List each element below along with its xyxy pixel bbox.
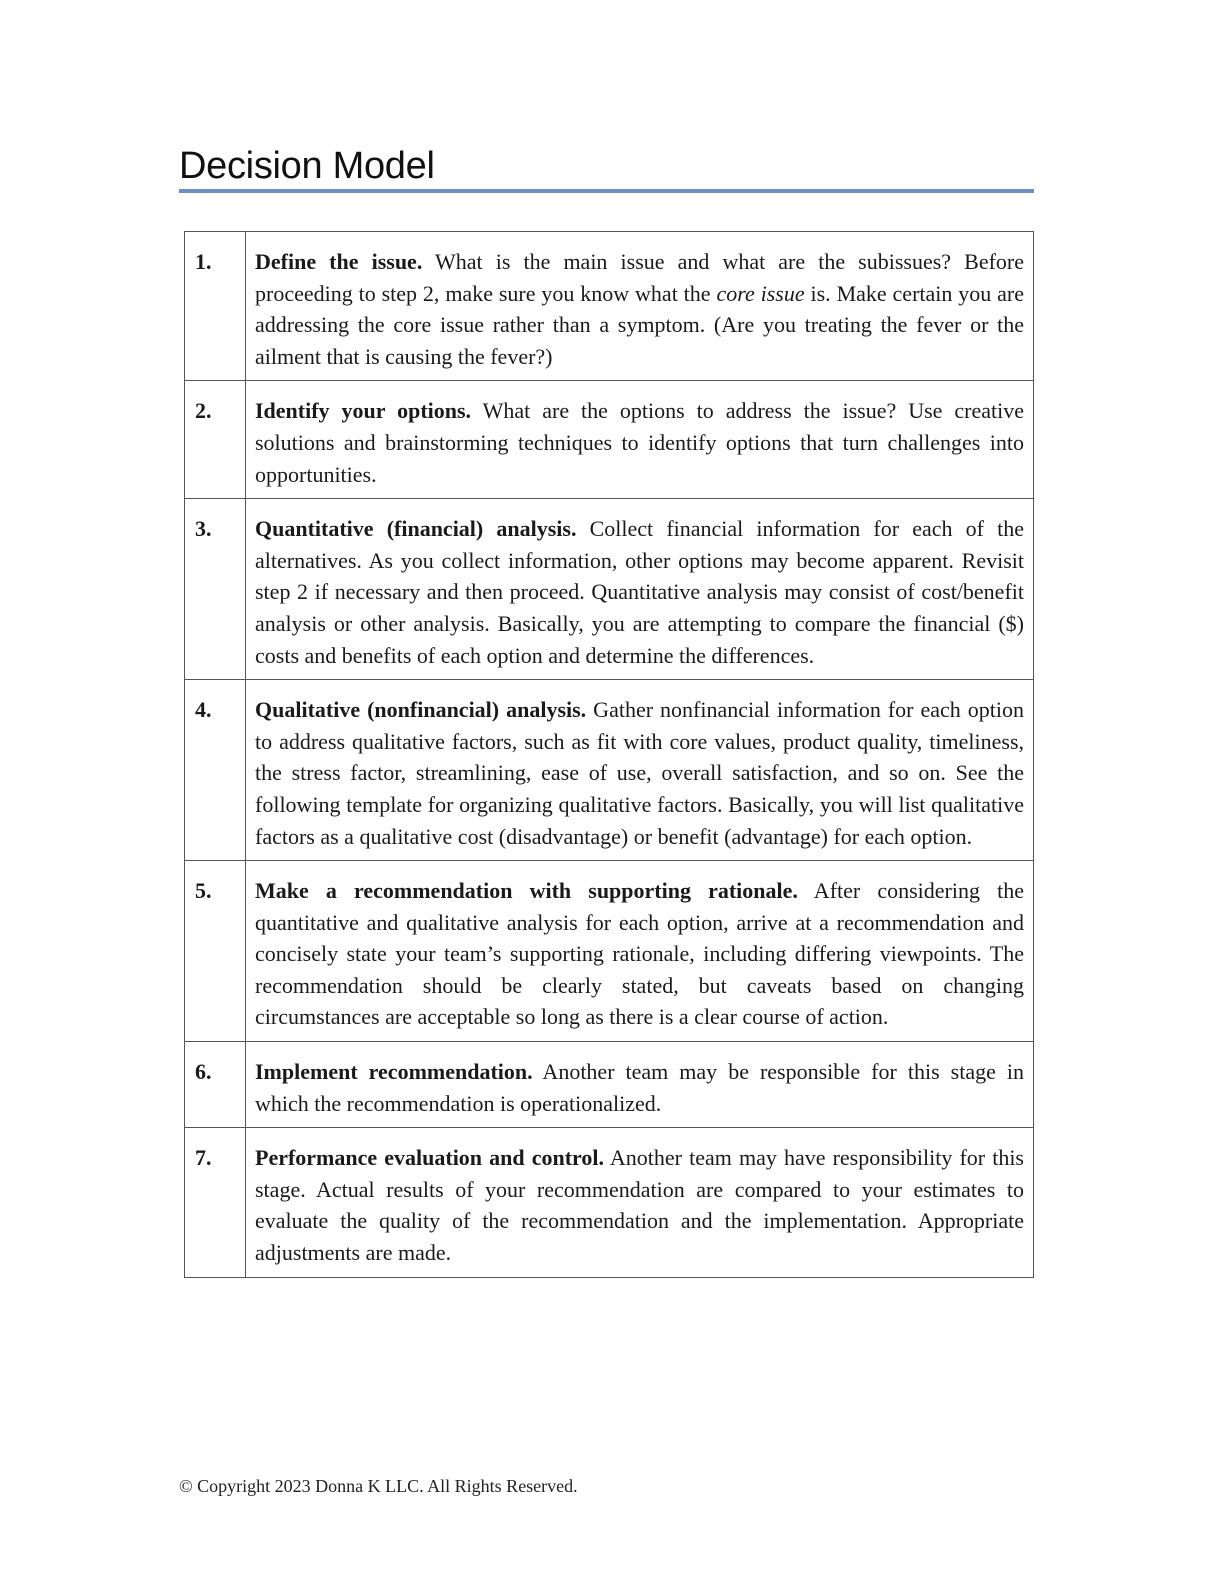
step-number: 3. [185,499,246,680]
step-row-2 [185,381,1034,499]
step-number: 7. [185,1128,246,1277]
step-body: Another team may be responsible for this stage in which the recommendation is operationalized. [255,1059,1024,1116]
step-body: What are the options to address the issue? Use creative solutions and brainstorming techniques to identify options that turn challenges into opportunities. [255,398,1024,487]
step-heading: Define the issue. [255,249,423,274]
step-number: 1. [185,232,246,381]
step-description [246,680,1034,861]
copyright-notice: © Copyright 2023 Donna K LLC. All Rights Reserved. [179,1476,578,1496]
step-row-1 [185,232,1034,381]
step-heading: Identify your options. [255,398,472,424]
decision-steps-table [184,231,1034,1278]
step-number: 6. [185,1042,246,1128]
step-number: 4. [185,680,246,861]
step-heading: Qualitative (nonfinancial) analysis. [255,697,587,723]
step-description [246,232,1034,381]
step-heading: Quantitative (financial) analysis. [255,516,577,542]
step-row-5 [185,861,1034,1042]
step-row-7 [185,1128,1034,1277]
page-title: Decision Model [179,145,435,187]
step-number: 5. [185,861,246,1042]
step-body: Another team may have responsibility for this stage. Actual results of your recommendation are compared to your estimates to evaluate the quality of the recommendation and the implementation. Appropriate adjustments are made. [255,1145,1024,1266]
step-heading: Implement recommendation. [255,1059,533,1085]
step-description [246,1042,1034,1128]
step-heading: Make a recommendation with supporting rationale. [255,878,798,904]
step-description [246,861,1034,1042]
step-row-3 [185,499,1034,680]
step-body: Gather nonfinancial information for each option to address qualitative factors, such as fit with core values, product quality, timeliness, the stress factor, streamlining, ease of use, overall satisfaction, and so on. See the following template for organizing qualitative factors. Basically, you will list qualitative factors as a qualitative cost (disadvantage) or benefit (advantage) for each option. [255,697,1024,849]
step-emphasis: core issue [716,280,805,306]
step-heading: Performance evaluation and control. [255,1145,605,1171]
step-body: Collect financial information for each of the alternatives. As you collect information, other options may become apparent. Revisit step 2 if necessary and then proceed. Quantitative analysis may consist of cost/benefit analysis or other analysis. Basically, you are attempting to compare the financial ($) costs and benefits of each option and determine the differences. [255,516,1025,668]
step-row-6 [185,1042,1034,1128]
step-body-continued: is. Make certain you are addressing the core issue rather than a symptom. (Are you treating the fever or the ailment that is causing the fever?) [255,280,1025,369]
step-row-4 [185,680,1034,861]
step-body: What is the main issue and what are the subissues? Before proceeding to step 2, make sure you know what the [255,249,1025,306]
step-description [246,1128,1034,1277]
step-number: 2. [185,381,246,499]
step-description [246,381,1034,499]
step-body: After considering the quantitative and qualitative analysis for each option, arrive at a recommendation and concisely state your team’s supporting rationale, including differing viewpoints. The recommendation should be clearly stated, but caveats based on changing circumstances are acceptable so long as there is a clear course of action. [255,878,1024,1030]
title-underline [179,189,1034,193]
step-description [246,499,1034,680]
